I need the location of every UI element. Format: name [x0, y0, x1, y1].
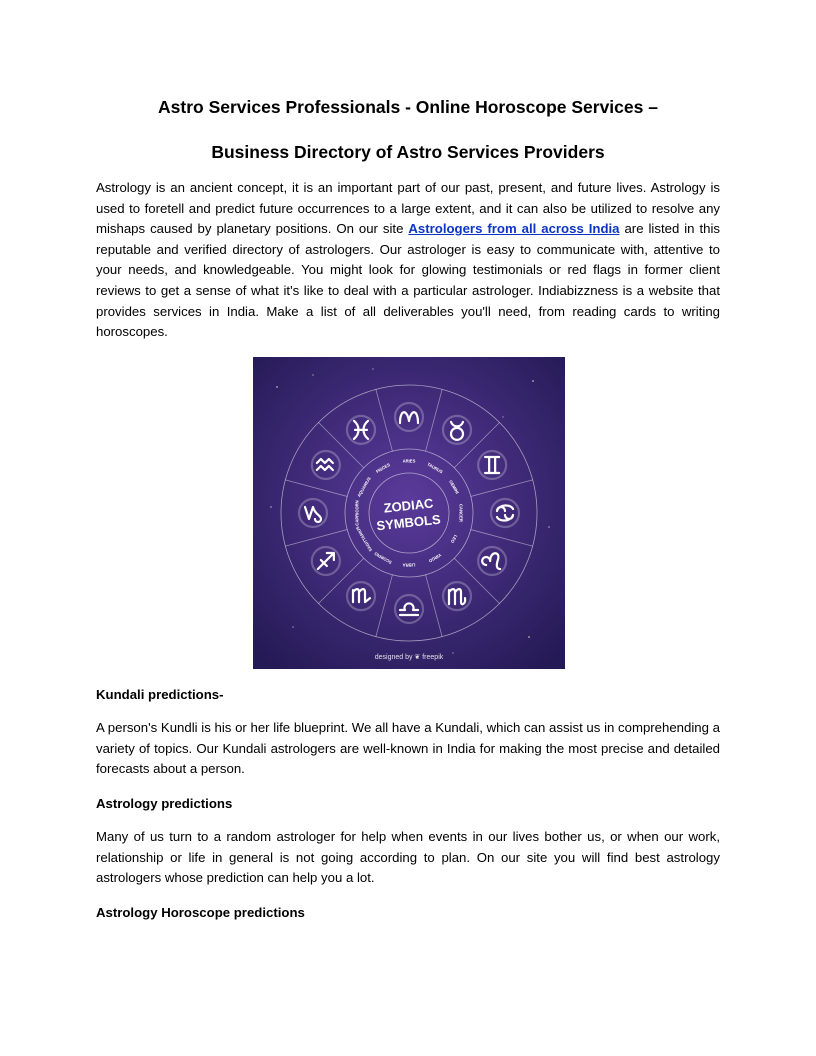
section-heading-astrology: Astrology predictions	[96, 796, 233, 811]
document-title-line-1: Astro Services Professionals - Online Horoscope Services –	[158, 97, 658, 117]
zodiac-sign-label: LIBRA	[402, 562, 416, 568]
section-heading-kundali: Kundali predictions-	[96, 687, 224, 702]
zodiac-sign-label: VIRGO	[427, 552, 443, 564]
zodiac-sign-label: CANCER	[458, 504, 464, 522]
zodiac-sign-label: SAGITTARIUS	[354, 525, 374, 553]
section-heading-horoscope: Astrology Horoscope predictions	[96, 905, 305, 920]
zodiac-sign-label: ARIES	[402, 458, 416, 464]
section-body-kundali: A person's Kundli is his or her life blueprint. We all have a Kundali, which can assist us in comprehending a variety of topics. Our Kundali astrologers are well-known in India for making the most precise and detailed forecasts about a person.	[96, 720, 720, 777]
zodiac-sign-label: GEMINI	[448, 479, 460, 495]
zodiac-sign-label: SCORPIO	[373, 551, 393, 566]
zodiac-title-line-1: ZODIAC	[382, 495, 435, 516]
zodiac-sign-label: LEO	[449, 534, 459, 544]
zodiac-sign-label: PISCES	[375, 461, 391, 474]
zodiac-sign-label: AQUARIUS	[356, 476, 372, 498]
zodiac-sign-label: TAURUS	[426, 461, 444, 475]
intro-paragraph	[96, 178, 720, 343]
astrologers-directory-link[interactable]: Astrologers from all across India	[408, 221, 620, 237]
intro-text-start: Astrology is an ancient concept, it is an important part of our past, present, and future lives. Astrology is used to foretell and predict future occurrences to a large extent, and it can also be utilized to resolve any mishaps caused by planetary positions. On our site	[96, 180, 720, 237]
section-body-astrology: Many of us turn to a random astrologer for help when events in our lives bother us, or when our work, relationship or life in general is not going according to plan. On our site you will find best astrology astrologers whose prediction can help you a lot.	[96, 829, 720, 886]
document-title-line-2: Business Directory of Astro Services Providers	[211, 142, 605, 162]
zodiac-sign-label: CAPRICORN	[354, 500, 360, 526]
zodiac-title-line-2: SYMBOLS	[375, 511, 442, 534]
intro-text-end: are listed in this reputable and verified directory of astrologers. Our astrologer is easy to communicate with, attentive to your needs, and knowledgeable. You might look for glowing testimonials or red flags in former client reviews to get a sense of what it's like to deal with a particular astrologer. Indiabizzness is a website that provides services in India. Make a list of all deliverables you'll need, from reading cards to writing horoscopes.	[96, 221, 720, 340]
freepik-credit: designed by ❦ freepik	[374, 654, 444, 661]
zodiac-symbols-image	[253, 357, 565, 669]
